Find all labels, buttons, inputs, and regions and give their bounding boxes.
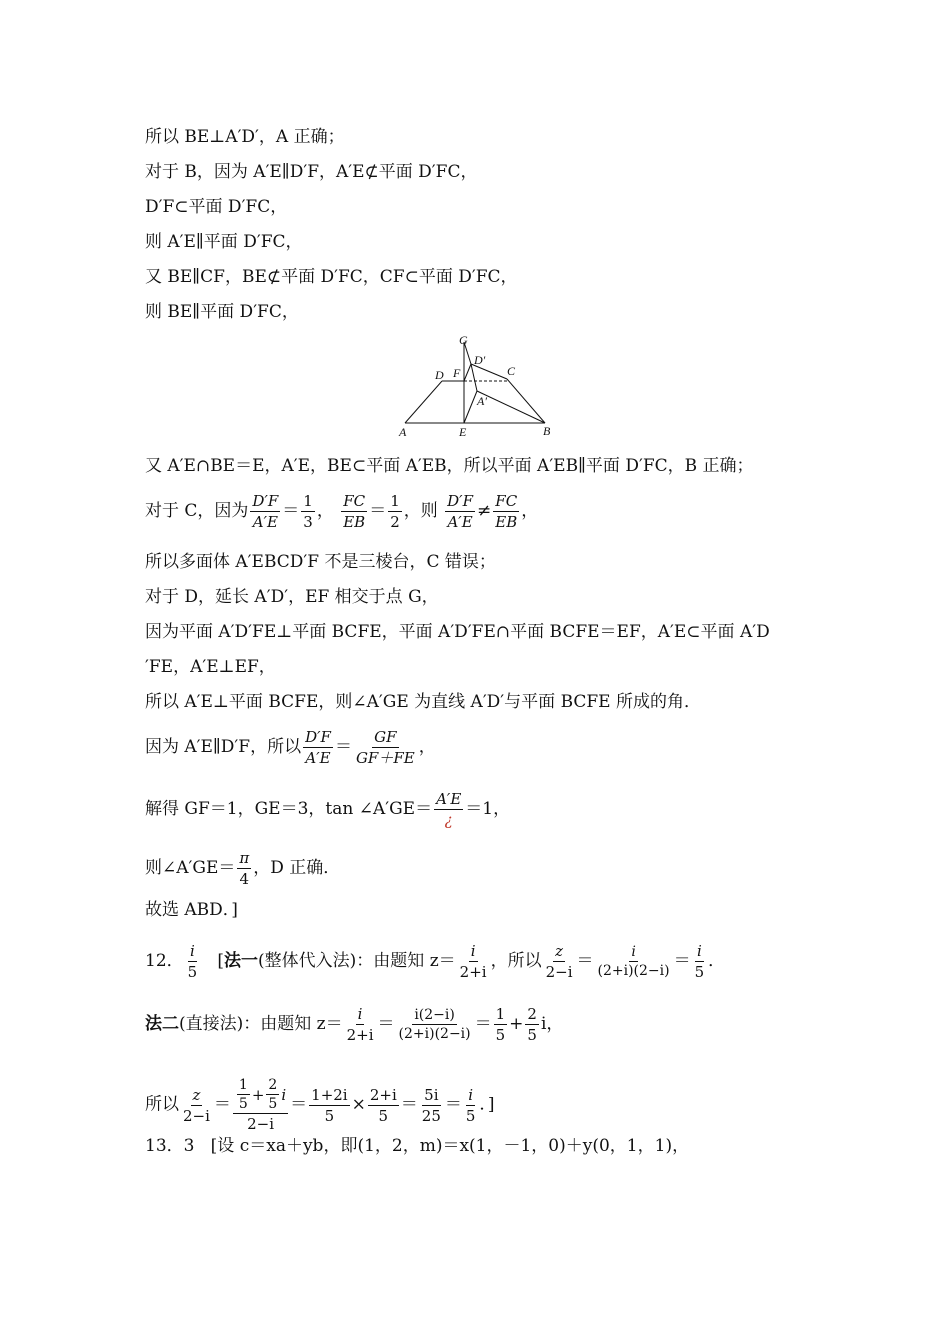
fraction-z-2minusi xyxy=(544,942,575,981)
numerator: D′F xyxy=(447,492,473,510)
equals: ＝ xyxy=(334,737,352,757)
bracket: [ xyxy=(217,951,225,971)
tan-line xyxy=(145,790,510,829)
fraction-i-5 xyxy=(186,942,200,981)
denominator: 5 xyxy=(268,1096,278,1112)
fraction-DF-AE-2 xyxy=(445,492,475,531)
text-line: 故选 ABD．] xyxy=(145,900,238,920)
label-D: D xyxy=(435,368,444,382)
q12-method1-line xyxy=(145,942,725,981)
equals: ＝ xyxy=(444,1094,462,1115)
denominator: 2−i xyxy=(247,1115,274,1133)
period: ． xyxy=(708,951,726,971)
equals: ＝ xyxy=(576,951,594,971)
fraction-AE-glyph xyxy=(434,790,463,829)
numerator: D′F xyxy=(252,492,279,510)
denominator: 4 xyxy=(239,870,250,888)
denominator: A′E xyxy=(252,513,278,531)
denominator: 5 xyxy=(694,963,705,981)
text: ＝1， xyxy=(465,799,511,819)
fraction-5i-25 xyxy=(420,1086,443,1125)
label-G: G xyxy=(459,334,468,347)
text: 则∠A′GE＝ xyxy=(145,858,236,878)
denominator: 2+i xyxy=(346,1026,374,1044)
text: 解得 GF＝1，GE＝3，tan ∠A′GE＝ xyxy=(145,799,433,819)
fraction-pi-4 xyxy=(237,849,251,888)
denominator: A′E xyxy=(447,513,473,531)
numerator: i xyxy=(468,1085,474,1104)
numerator: i(2−i) xyxy=(414,1007,455,1023)
angle-line xyxy=(145,849,340,888)
label-D-prime: D′ xyxy=(474,353,486,367)
label-E: E xyxy=(459,425,467,439)
fraction-2-5 xyxy=(525,1005,539,1044)
text: 对于 C，因为 xyxy=(145,501,249,521)
text-line: 所以 A′E⊥平面 BCFE，则∠A′GE 为直线 A′D′与平面 BCFE 所成的角． xyxy=(145,692,701,712)
text-line: 对于 D，延长 A′D′，EF 相交于点 G， xyxy=(145,587,439,607)
fraction-1-5 xyxy=(494,1005,508,1044)
denominator: 5 xyxy=(187,963,198,981)
text-line: 所以多面体 A′EBCD′F 不是三棱台，C 错误； xyxy=(145,552,496,572)
numerator: 2 xyxy=(527,1005,537,1023)
equals: ＝ xyxy=(290,1094,308,1115)
denominator: ¿ xyxy=(444,811,453,829)
text: [设 c＝xa＋yb，即(1，2，m)＝x(1，－1，0)＋y(0，1，1)， xyxy=(210,1136,690,1156)
text: i， xyxy=(540,1014,564,1034)
fraction-2-5 xyxy=(266,1077,279,1112)
label-A-prime: A′ xyxy=(477,394,487,408)
method-label: 法二 xyxy=(145,1014,179,1034)
text: (直接法)：由题知 z＝ xyxy=(179,1014,343,1034)
text-line: ′FE，A′E⊥EF， xyxy=(145,657,276,677)
numerator: i xyxy=(357,1005,363,1023)
question-number: 12． xyxy=(145,951,184,971)
fraction-i-product xyxy=(596,944,672,979)
fraction-1-2 xyxy=(388,492,402,531)
denominator: 2+i xyxy=(459,963,487,981)
numerator: 1+2i xyxy=(311,1085,348,1104)
label-A: A xyxy=(399,425,407,439)
ratio-line xyxy=(145,728,436,767)
denominator: 5 xyxy=(378,1106,389,1125)
denominator: EB xyxy=(495,513,518,531)
fraction-i-5 xyxy=(693,942,707,981)
fraction-1-3 xyxy=(301,492,315,531)
text: ，所以 xyxy=(490,951,542,971)
text-line: 则 A′E∥平面 D′FC， xyxy=(145,232,303,252)
q13-line xyxy=(145,1135,689,1157)
edge-AE xyxy=(464,391,477,423)
denominator: EB xyxy=(343,513,366,531)
fraction-expanded xyxy=(397,1007,473,1042)
comma: ， xyxy=(521,501,539,521)
numerator: 1 xyxy=(390,492,400,510)
comma: ， xyxy=(316,501,334,521)
edge-CB xyxy=(507,379,545,423)
text: 因为 A′E∥D′F，所以 xyxy=(145,737,302,757)
fraction-i-2plusi xyxy=(458,942,489,981)
label-B: B xyxy=(543,424,551,438)
plus: + xyxy=(251,1085,265,1104)
fraction-1plus2i-5 xyxy=(309,1086,349,1125)
edge-FD xyxy=(464,364,471,381)
edge-DA xyxy=(471,364,477,391)
denominator: 5 xyxy=(465,1106,476,1125)
numerator: i xyxy=(190,942,195,960)
fraction-z-2minusi xyxy=(181,1086,212,1125)
denominator: 2−i xyxy=(545,963,573,981)
numerator: 2+i xyxy=(369,1085,397,1104)
numerator: FC xyxy=(495,492,518,510)
numerator: A′E xyxy=(436,790,462,808)
numerator: 5i xyxy=(424,1085,439,1104)
denominator: (2+i)(2−i) xyxy=(597,963,670,979)
denominator: A′E xyxy=(305,749,331,767)
equals: ＝ xyxy=(673,951,691,971)
text: ，则 xyxy=(403,501,438,521)
text-line: 又 A′E∩BE＝E，A′E，BE⊂平面 A′EB，所以平面 A′EB∥平面 D′FC，B 正确； xyxy=(145,456,754,476)
text: ．] xyxy=(479,1094,495,1115)
denominator: 5 xyxy=(495,1026,506,1044)
denominator: 3 xyxy=(303,513,313,531)
denominator: 2 xyxy=(390,513,400,531)
denominator: 5 xyxy=(238,1096,248,1112)
text-line: 则 BE∥平面 D′FC， xyxy=(145,302,299,322)
fraction-i-2plusi xyxy=(345,1005,376,1044)
equals: ＝ xyxy=(474,1014,492,1034)
fraction-2plusi-5 xyxy=(368,1086,399,1125)
text-line: 所以 BE⊥A′D′，A 正确； xyxy=(145,127,345,147)
geometry-figure xyxy=(395,334,560,442)
equals: ＝ xyxy=(282,501,300,521)
text-line: 对于 B，因为 A′E∥D′F，A′E⊄平面 D′FC， xyxy=(145,162,478,182)
equals: ＝ xyxy=(400,1094,418,1115)
denominator: 5 xyxy=(324,1106,335,1125)
text-line: D′F⊂平面 D′FC， xyxy=(145,197,288,217)
imaginary-unit: i xyxy=(281,1085,287,1104)
fraction-i-5 xyxy=(464,1086,478,1125)
numerator: D′F xyxy=(305,728,331,746)
plus: + xyxy=(509,1014,524,1034)
numerator: z xyxy=(555,942,563,960)
text-line: 因为平面 A′D′FE⊥平面 BCFE，平面 A′D′FE∩平面 BCFE＝EF，A′E⊂平面 A′D xyxy=(145,622,770,642)
denominator: GF＋FE xyxy=(355,749,415,767)
equals: ＝ xyxy=(369,501,387,521)
fraction-DF-AE xyxy=(250,492,280,531)
text: (整体代入法)：由题知 z＝ xyxy=(258,951,456,971)
not-equal: ≠ xyxy=(477,501,492,521)
fraction-DF-AE xyxy=(303,728,333,767)
equals: ＝ xyxy=(377,1014,395,1034)
label-F: F xyxy=(453,366,461,380)
fraction-GF-GFFE xyxy=(354,728,417,767)
text: 所以 xyxy=(145,1094,179,1115)
times: × xyxy=(351,1094,366,1115)
numerator: i xyxy=(470,942,476,960)
label-C: C xyxy=(507,364,516,378)
fraction-FC-EB xyxy=(341,492,367,531)
denominator: 25 xyxy=(421,1106,441,1125)
numerator: i xyxy=(631,944,636,960)
denominator: 5 xyxy=(527,1026,537,1044)
numerator: 1 xyxy=(495,1005,506,1023)
numerator xyxy=(233,1077,288,1114)
q12-method2-line xyxy=(145,1005,563,1044)
numerator: FC xyxy=(343,492,366,510)
numerator: 1 xyxy=(238,1077,248,1093)
question-number: 13．3 xyxy=(145,1136,195,1156)
fraction-FC-EB-2 xyxy=(493,492,519,531)
option-c-line xyxy=(145,492,538,531)
equals: ＝ xyxy=(213,1094,231,1115)
numerator: 1 xyxy=(303,492,313,510)
denominator: (2+i)(2−i) xyxy=(398,1026,471,1042)
edge-AB2 xyxy=(477,391,545,423)
fraction-compound xyxy=(233,1077,288,1133)
method-label: 法一 xyxy=(224,951,259,971)
numerator: GF xyxy=(374,728,397,746)
numerator: π xyxy=(239,849,250,867)
denominator: 2−i xyxy=(183,1106,210,1125)
numerator: i xyxy=(696,942,702,960)
comma: ， xyxy=(418,737,436,757)
text-line: 又 BE∥CF，BE⊄平面 D′FC，CF⊂平面 D′FC， xyxy=(145,267,518,287)
fraction-1-5 xyxy=(237,1077,250,1112)
text: ，D 正确． xyxy=(253,858,341,878)
edge-AD xyxy=(405,381,442,423)
q12-result-line xyxy=(145,1077,495,1133)
numerator: 2 xyxy=(268,1077,278,1093)
numerator: z xyxy=(192,1085,201,1104)
